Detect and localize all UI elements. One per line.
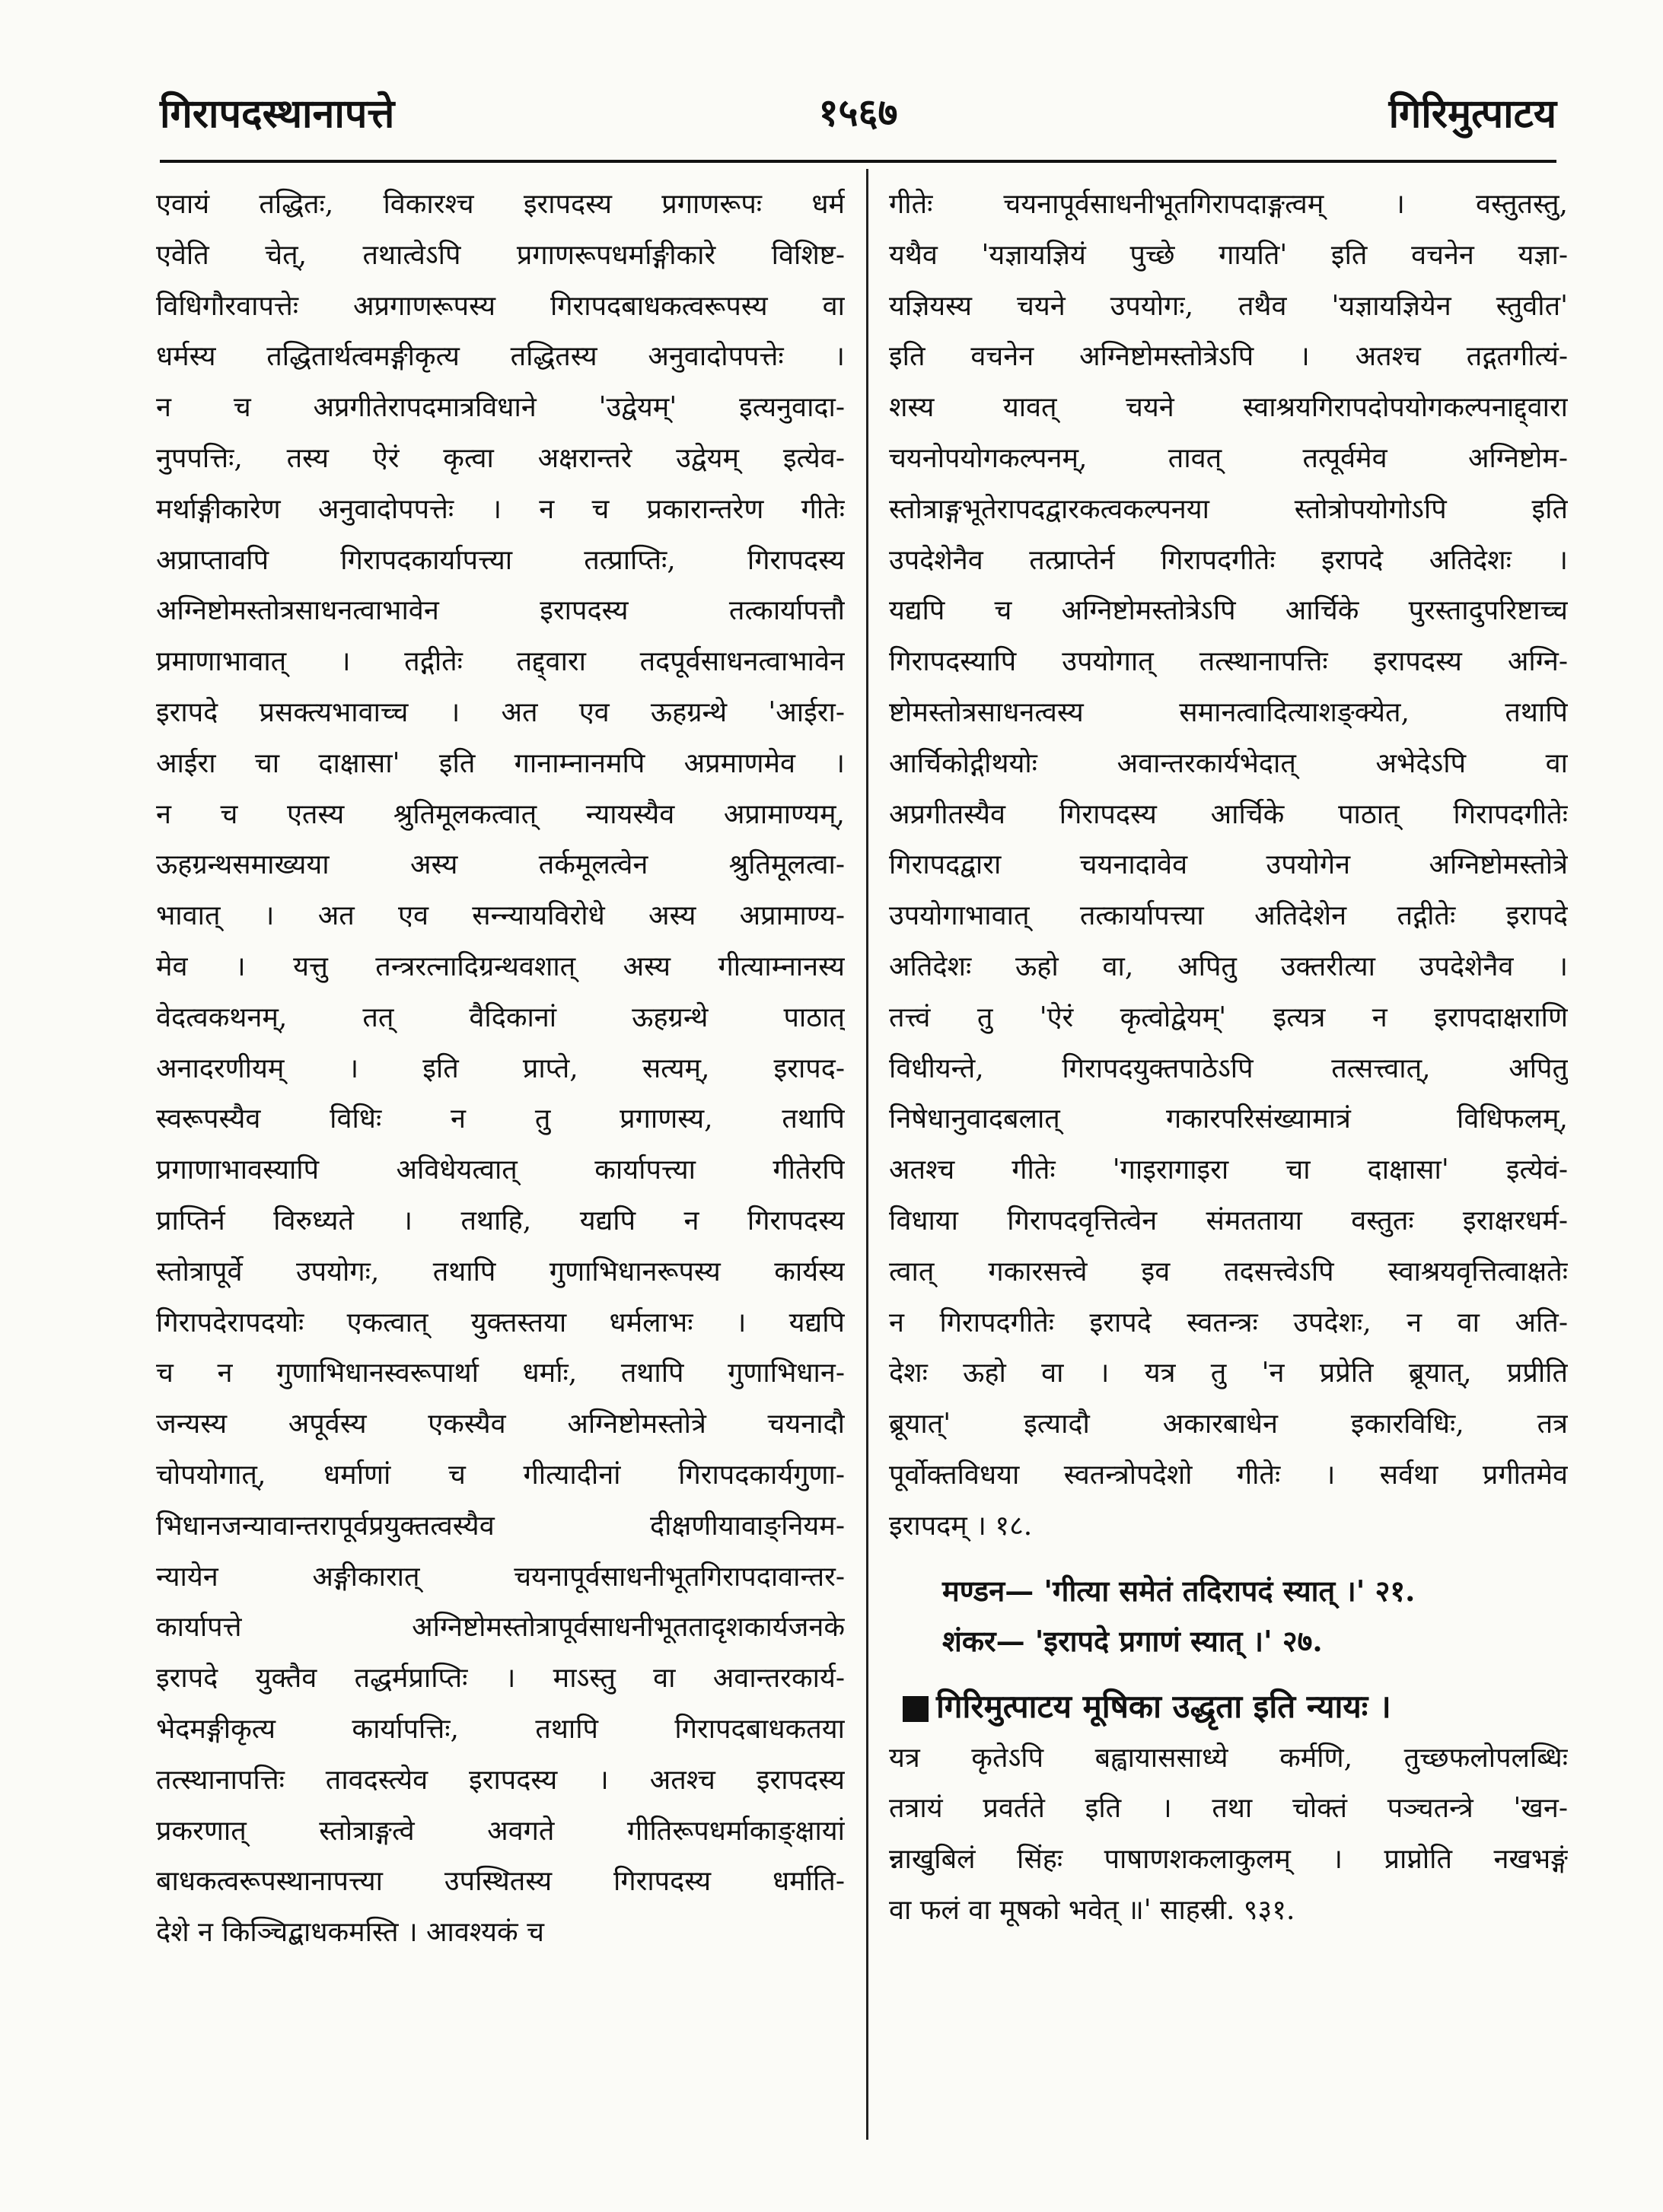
text-line: ब्रूयात्' इत्यादौ अकारबाधेन इकारविधिः, तत्र [889,1408,1568,1440]
text-line: विधाया गिरापदवृत्तित्वेन संमतताया वस्तुतः इराक्षरधर्म- [889,1205,1568,1236]
text-line: इरापदे युक्तैव तद्धर्मप्राप्तिः । माऽस्तु वा अवान्तरकार्य- [156,1663,845,1695]
text-line: उपदेशेनैव तत्प्राप्तेर्न गिरापदगीतेः इरापदे अतिदेशः । [889,544,1568,576]
nyaya-text [889,1733,1568,1937]
text-line: न च अप्रगीतेरापदमात्रविधाने 'उद्वेयम्' इत्यनुवादा- [156,392,845,424]
text-line: निषेधानुवादबलात् गकारपरिसंख्यामात्रं विधिफलम्, [889,1103,1568,1135]
page-number: १५६७ [818,90,898,135]
text-line: कार्यापत्ते अग्निष्टोमस्तोत्रापूर्वसाधनीभूततादृशकार्यजनके [156,1612,845,1644]
text-line: यज्ञियस्य चयने उपयोगः, तथैव 'यज्ञायज्ञियेन स्तुवीत' [889,290,1568,322]
text-line: यथैव 'यज्ञायज्ञियं पुच्छे गायति' इति वचनेन यज्ञा- [889,239,1568,271]
text-line: जन्यस्य अपूर्वस्य एकस्यैव अग्निष्टोमस्तोत्रे चयनादौ [156,1408,845,1440]
text-line: विधिगौरवापत्तेः अप्रगाणरूपस्य गिरापदबाधकत्वरूपस्य वा [156,290,845,322]
text-line: यत्र कृतेऽपि बह्वायाससाध्ये कर्मणि, तुच्छफलोपलब्धिः [889,1742,1568,1774]
right-column-text [889,180,1568,1552]
text-line: यद्यपि च अग्निष्टोमस्तोत्रेऽपि आर्चिके पुरस्तादुपरिष्टाच्च [889,595,1568,627]
text-line: न गिरापदगीतेः इरापदे स्वतन्त्रः उपदेशः, न वा अति- [889,1307,1568,1338]
text-line: गीतेः चयनापूर्वसाधनीभूतगिरापदाङ्गत्वम् । वस्तुतस्तु, [889,189,1568,220]
text-line: तत्स्थानापत्तिः तावदस्त्येव इरापदस्य । अतश्च इरापदस्य [156,1764,845,1796]
text-line: एवायं तद्धितः, विकारश्च इरापदस्य प्रगाणरूपः धर्म [156,189,845,220]
text-line: इरापदे प्रसक्त्यभावाच्च । अत एव ऊहग्रन्थे 'आईरा- [156,696,845,728]
nyaya-title: गिरिमुत्पाटय मूषिका उद्धृता इति न्यायः । [936,1687,1391,1725]
text-line: स्वरूपस्यैव विधिः न तु प्रगाणस्य, तथापि [156,1103,845,1135]
text-line: देशे न किञ्चिद्बाधकमस्ति । आवश्यकं च [156,1917,544,1949]
text-line: बाधकत्वरूपस्थानापत्त्या उपस्थितस्य गिरापदस्य धर्माति- [156,1866,845,1898]
running-head-left: गिरापदस्थानापत्ते [160,91,395,137]
text-line: शस्य यावत् चयने स्वाश्रयगिरापदोपयोगकल्पनाद्द्वारा [889,392,1568,424]
text-line: ष्टोमस्तोत्रसाधनत्वस्य समानत्वादित्याशङ्क्येत, तथापि [889,696,1568,728]
text-line: पूर्वोक्तविधया स्वतन्त्रोपदेशो गीतेः । सर्वथा प्रगीतमेव [889,1459,1568,1491]
text-line: न्नाखुबिलं सिंहः पाषाणशकलाकुलम् । प्राप्नोति नखभङ्गं [889,1844,1568,1876]
text-line: भेदमङ्गीकृत्य कार्यापत्तिः, तथापि गिरापदबाधकतया [156,1713,845,1745]
text-line: भावात् । अत एव सन्न्यायविरोधे अस्य अप्रामाण्य- [156,900,845,932]
text-line: वेदत्वकथनम्, तत् वैदिकानां ऊहग्रन्थे पाठात् [156,1001,845,1033]
text-line: इति वचनेन अग्निष्टोमस्तोत्रेऽपि । अतश्च तद्गतगीत्यं- [889,341,1568,373]
text-line: अतश्च गीतेः 'गाइरागाइरा चा दाक्षासा' इत्येवं- [889,1154,1568,1186]
text-line: देशः ऊहो वा । यत्र तु 'न प्रप्रेति ब्रूयात्, प्रप्रीति [889,1357,1568,1389]
text-line: धर्मस्य तद्धितार्थत्वमङ्गीकृत्य तद्धितस्य अनुवादोपपत्तेः । [156,341,845,373]
text-line: आईरा चा दाक्षासा' इति गानाम्नानमपि अप्रमाणमेव । [156,747,845,779]
text-line: विधीयन्ते, गिरापदयुक्तपाठेऽपि तत्सत्त्वात्, अपितु [889,1052,1568,1084]
text-line: इरापदम् । १८. [889,1510,1033,1542]
text-line: अनादरणीयम् । इति प्राप्ते, सत्यम्, इरापद- [156,1052,845,1084]
column-divider [866,169,868,2140]
text-line: गिरापदद्वारा चयनादावेव उपयोगेन अग्निष्टोमस्तोत्रे [889,849,1568,881]
text-line: उपयोगाभावात् तत्कार्यापत्त्या अतिदेशेन तद्गीतेः इरापदे [889,900,1568,932]
text-line: अप्राप्तावपि गिरापदकार्यापत्त्या तत्प्राप्तिः, गिरापदस्य [156,544,845,576]
text-line: तत्रायं प्रवर्तते इति । तथा चोक्तं पञ्चतन्त्रे 'खन- [889,1793,1568,1825]
text-line: न्यायेन अङ्गीकारात् चयनापूर्वसाधनीभूतगिरापदावान्तर- [156,1561,845,1593]
text-line: प्रगाणाभावस्यापि अविधेयत्वात् कार्यापत्त्या गीतेरपि [156,1154,845,1186]
text-line: नुपपत्तिः, तस्य ऐरं कृत्वा अक्षरान्तरे उद्वेयम् इत्येव- [156,442,845,474]
text-line: न च एतस्य श्रुतिमूलकत्वात् न्यायस्यैव अप्रामाण्यम्, [156,798,845,830]
text-line: अतिदेशः ऊहो वा, अपितु उक्तरीत्या उपदेशेनैव । [889,950,1568,982]
text-line: चोपयोगात्, धर्माणां च गीत्यादीनां गिरापदकार्यगुणा- [156,1459,845,1491]
text-line: प्रकरणात् स्तोत्राङ्गत्वे अवगते गीतिरूपधर्माकाङ्क्षायां [156,1815,845,1847]
quote-mandana: मण्डन— 'गीत्या समेतं तदिरापदं स्यात् ।' २१. [942,1573,1416,1608]
text-line: अग्निष्टोमस्तोत्रसाधनत्वाभावेन इरापदस्य तत्कार्यापत्तौ [156,595,845,627]
text-line: चयनोपयोगकल्पनम्, तावत् तत्पूर्वमेव अग्निष्टोम- [889,442,1568,474]
text-line: वा फलं वा मूषको भवेत् ॥' साहस्री. ९३१. [889,1894,1295,1926]
text-line: च न गुणाभिधानस्वरूपार्था धर्माः, तथापि गुणाभिधान- [156,1357,845,1389]
text-line: मर्थाङ्गीकारेण अनुवादोपपत्तेः । न च प्रकारान्तरेण गीतेः [156,493,845,525]
right-column [889,180,1568,1937]
text-line: भिधानजन्यावान्तरापूर्वप्रयुक्तत्वस्यैव दीक्षणीयावाङ्नियम- [156,1510,845,1542]
text-line: अप्रगीतस्यैव गिरापदस्य आर्चिके पाठात् गिरापदगीतेः [889,798,1568,830]
text-line: तत्त्वं तु 'ऐरं कृत्वोद्वेयम्' इत्यत्र न इरापदाक्षराणि [889,1001,1568,1033]
section-marker-icon [903,1696,929,1722]
text-line: त्वात् गकारसत्त्वे इव तदसत्त्वेऽपि स्वाश्रयवृत्तित्वाक्षतेः [889,1256,1568,1287]
running-head-right: गिरिमुत्पाटय [1388,91,1556,137]
text-line: स्तोत्राङ्गभूतेरापदद्वारकत्वकल्पनया स्तोत्रोपयोगोऽपि इति [889,493,1568,525]
quote-shankara: शंकर— 'इरापदे प्रगाणं स्यात् ।' २७. [942,1623,1323,1658]
text-line: ऊहग्रन्थसमाख्यया अस्य तर्कमूलत्वेन श्रुतिमूलत्वा- [156,849,845,881]
nyaya-heading [889,1680,1568,1733]
text-line: एवेति चेत्, तथात्वेऽपि प्रगाणरूपधर्माङ्गीकारे विशिष्ट- [156,239,845,271]
text-line: मेव । यत्तु तन्त्ररत्नादिग्रन्थवशात् अस्य गीत्याम्नानस्य [156,950,845,982]
text-line: प्राप्तिर्न विरुध्यते । तथाहि, यद्यपि न गिरापदस्य [156,1205,845,1236]
text-line: प्रमाणाभावात् । तद्गीतेः तद्द्वारा तदपूर्वसाधनत्वाभावेन [156,646,845,678]
text-line: आर्चिकोद्गीथयोः अवान्तरकार्यभेदात् अभेदेऽपि वा [889,747,1568,779]
text-line: गिरापदस्यापि उपयोगात् तत्स्थानापत्तिः इरापदस्य अग्नि- [889,646,1568,678]
left-column [156,180,845,1959]
text-line: स्तोत्रापूर्वे उपयोगः, तथापि गुणाभिधानरूपस्य कार्यस्य [156,1256,845,1287]
text-line: गिरापदेरापदयोः एकत्वात् युक्तस्तया धर्मलाभः । यद्यपि [156,1307,845,1338]
page-header [160,76,1556,163]
